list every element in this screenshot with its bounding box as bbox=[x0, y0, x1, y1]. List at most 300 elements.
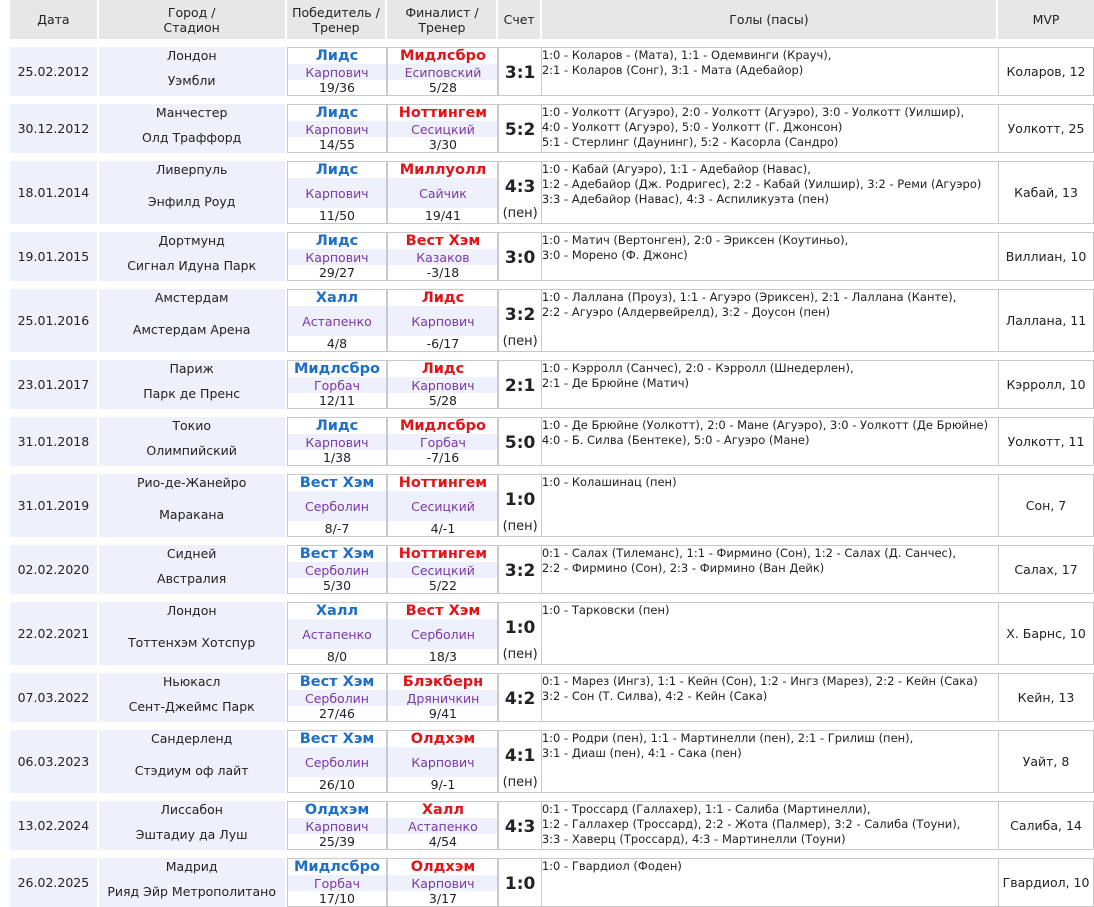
mvp-name: Лаллана, 11 bbox=[1005, 313, 1087, 328]
mvp-name: Кейн, 13 bbox=[1017, 690, 1075, 705]
goals-cell bbox=[542, 47, 998, 96]
finalist-stat: 5/22 bbox=[428, 578, 457, 593]
goal-line: 1:0 - Тарковски (пен) bbox=[541, 603, 670, 617]
mvp-name: Коларов, 12 bbox=[1006, 64, 1086, 79]
winner-cell bbox=[287, 104, 388, 121]
match-row bbox=[10, 730, 1094, 747]
finalist-stat: 18/3 bbox=[428, 649, 457, 664]
winner-coach: Карпович bbox=[305, 249, 369, 265]
finalist-cell bbox=[387, 360, 498, 377]
mvp-cell bbox=[998, 360, 1094, 409]
finalist-stat: 3/30 bbox=[428, 137, 457, 152]
goals-cell bbox=[542, 474, 998, 537]
goal-line: 3:3 - Хаверц (Троссард), 4:3 - Мартинелли (Тоуни) bbox=[541, 832, 846, 846]
city-name: Лондон bbox=[166, 48, 217, 63]
winner-cell bbox=[287, 602, 388, 619]
finalist-stat-cell bbox=[387, 649, 498, 665]
match-row bbox=[10, 545, 1094, 562]
winner-cell bbox=[287, 417, 388, 434]
match-date: 07.03.2022 bbox=[17, 690, 90, 705]
row-gap bbox=[10, 352, 1094, 360]
city-name: Лондон bbox=[166, 603, 217, 618]
score-value: 3:1 bbox=[504, 63, 536, 83]
row-gap bbox=[10, 153, 1094, 161]
winner-team: Мидлсбро bbox=[294, 859, 380, 875]
winner-coach: Карпович bbox=[305, 818, 369, 834]
mvp-name: Салиба, 14 bbox=[1010, 818, 1082, 833]
match-date-cell bbox=[10, 161, 99, 224]
winner-stat: 12/11 bbox=[318, 393, 355, 408]
finalist-team: Мидлсбро bbox=[399, 48, 486, 64]
finalist-stat-cell bbox=[387, 834, 498, 850]
winner-stat-cell bbox=[287, 80, 388, 96]
stadium-cell bbox=[99, 64, 287, 96]
match-date: 02.02.2020 bbox=[17, 562, 90, 577]
mvp-name: Виллиан, 10 bbox=[1005, 249, 1087, 264]
row-gap bbox=[10, 537, 1094, 545]
mvp-name: Кэрролл, 10 bbox=[1006, 377, 1086, 392]
stadium-name: Сигнал Идуна Парк bbox=[127, 257, 257, 273]
winner-stat-cell bbox=[287, 137, 388, 153]
match-row bbox=[10, 801, 1094, 818]
winner-coach-cell bbox=[287, 249, 388, 265]
winner-stat: 4/8 bbox=[326, 336, 348, 351]
city-cell bbox=[99, 161, 287, 178]
city-name: Мадрид bbox=[165, 859, 218, 874]
stadium-cell bbox=[99, 178, 287, 224]
winner-coach: Астапенко bbox=[302, 626, 372, 642]
stadium-name: Сент-Джеймс Парк bbox=[128, 698, 255, 714]
stadium-name: Олимпийский bbox=[146, 442, 237, 458]
goals-cell bbox=[542, 360, 998, 409]
goals-cell bbox=[542, 858, 998, 907]
finalist-team: Ноттингем bbox=[398, 546, 488, 562]
goals-cell bbox=[542, 673, 998, 722]
finalist-cell bbox=[387, 801, 498, 818]
table-header bbox=[10, 0, 1094, 39]
mvp-cell bbox=[998, 417, 1094, 466]
stadium-name: Олд Траффорд bbox=[142, 129, 242, 145]
score-value: 2:1 bbox=[504, 376, 536, 396]
finalist-stat-cell bbox=[387, 336, 498, 352]
finalist-coach-cell bbox=[387, 434, 498, 450]
match-date: 19.01.2015 bbox=[17, 249, 90, 264]
stadium-cell bbox=[99, 747, 287, 793]
finalist-cell bbox=[387, 545, 498, 562]
stadium-cell bbox=[99, 619, 287, 665]
winner-cell bbox=[287, 858, 388, 875]
winner-stat-cell bbox=[287, 521, 388, 537]
goals-cell bbox=[542, 602, 998, 665]
goals-cell bbox=[542, 104, 998, 153]
mvp-cell bbox=[998, 104, 1094, 153]
match-date-cell bbox=[10, 545, 99, 594]
stadium-name: Энфилд Роуд bbox=[147, 193, 236, 209]
city-cell bbox=[99, 545, 287, 562]
winner-coach-cell bbox=[287, 690, 388, 706]
finalist-cell bbox=[387, 474, 498, 491]
score-cell bbox=[498, 474, 541, 537]
city-cell bbox=[99, 47, 287, 64]
winner-stat-cell bbox=[287, 649, 388, 665]
score-value: 5:0 bbox=[504, 433, 536, 453]
finalist-team: Миллуолл bbox=[399, 162, 487, 178]
city-cell bbox=[99, 673, 287, 690]
winner-stat: 26/10 bbox=[318, 777, 355, 792]
mvp-cell bbox=[998, 232, 1094, 281]
goals-cell bbox=[542, 161, 998, 224]
winner-coach-cell bbox=[287, 562, 388, 578]
row-gap bbox=[10, 665, 1094, 673]
winner-stat: 1/38 bbox=[322, 450, 352, 465]
city-name: Лиссабон bbox=[160, 802, 223, 817]
score-value: 4:1 bbox=[504, 746, 536, 766]
row-gap bbox=[10, 39, 1094, 47]
winner-cell bbox=[287, 289, 388, 306]
winner-coach-cell bbox=[287, 491, 388, 521]
winner-coach: Серболин bbox=[304, 498, 369, 514]
finalist-coach-cell bbox=[387, 747, 498, 777]
winner-coach: Серболин bbox=[304, 690, 369, 706]
finalist-cell bbox=[387, 673, 498, 690]
mvp-cell bbox=[998, 289, 1094, 352]
score-cell bbox=[498, 104, 541, 153]
match-date-cell bbox=[10, 474, 99, 537]
winner-stat-cell bbox=[287, 706, 388, 722]
penalty-note: (пен) bbox=[502, 206, 538, 221]
score-value: 3:0 bbox=[504, 248, 536, 268]
finalist-team: Вест Хэм bbox=[405, 603, 481, 619]
city-name: Сидней bbox=[166, 546, 217, 561]
match-row bbox=[10, 232, 1094, 249]
match-date: 25.02.2012 bbox=[17, 64, 90, 79]
finalist-team: Мидлсбро bbox=[399, 418, 486, 434]
winner-coach: Карпович bbox=[305, 434, 369, 450]
finalist-team: Лидс bbox=[421, 361, 465, 377]
match-date: 22.02.2021 bbox=[17, 626, 90, 641]
winner-coach-cell bbox=[287, 434, 388, 450]
score-value: 4:3 bbox=[504, 817, 536, 837]
goals-cell bbox=[542, 417, 998, 466]
penalty-note: (пен) bbox=[502, 775, 538, 790]
row-gap bbox=[10, 96, 1094, 104]
winner-coach-cell bbox=[287, 875, 388, 891]
stadium-name: Эштадиу да Луш bbox=[135, 826, 248, 842]
city-cell bbox=[99, 858, 287, 875]
winner-coach-cell bbox=[287, 121, 388, 137]
finalist-team: Блэкберн bbox=[402, 674, 484, 690]
stadium-name: Рияд Эйр Метрополитано bbox=[107, 883, 276, 899]
goal-line: 0:1 - Троссард (Галлахер), 1:1 - Салиба (Мартинелли), bbox=[541, 802, 871, 816]
mvp-name: Х. Барнс, 10 bbox=[1006, 626, 1086, 641]
finalist-coach-cell bbox=[387, 562, 498, 578]
row-gap bbox=[10, 793, 1094, 801]
winner-team: Вест Хэм bbox=[299, 731, 375, 747]
winner-cell bbox=[287, 673, 388, 690]
finalist-coach: Сайчик bbox=[419, 185, 467, 201]
city-name: Ливерпуль bbox=[155, 162, 228, 177]
finalist-stat: 9/-1 bbox=[430, 777, 456, 792]
winner-coach: Карпович bbox=[305, 121, 369, 137]
goal-line: 3:2 - Сон (Т. Силва), 4:2 - Кейн (Сака) bbox=[541, 689, 768, 703]
winner-coach: Серболин bbox=[304, 562, 369, 578]
row-gap bbox=[10, 850, 1094, 858]
winner-stat: 25/39 bbox=[318, 834, 355, 849]
finalist-stat-cell bbox=[387, 706, 498, 722]
finalist-stat: 5/28 bbox=[428, 393, 457, 408]
finalist-stat: 19/41 bbox=[424, 208, 461, 223]
city-name: Рио-де-Жанейро bbox=[136, 475, 247, 490]
mvp-name: Уолкотт, 25 bbox=[1007, 121, 1085, 136]
finalist-coach-cell bbox=[387, 377, 498, 393]
winner-team: Олдхэм bbox=[304, 802, 370, 818]
match-date: 30.12.2012 bbox=[17, 121, 90, 136]
score-cell bbox=[498, 858, 541, 907]
winner-cell bbox=[287, 474, 388, 491]
winner-cell bbox=[287, 730, 388, 747]
city-cell bbox=[99, 232, 287, 249]
goal-line: 1:0 - Колашинац (пен) bbox=[541, 475, 677, 489]
stadium-name: Маракана bbox=[159, 506, 225, 522]
winner-cell bbox=[287, 47, 388, 64]
finalist-coach: Сесицкий bbox=[411, 498, 475, 514]
winner-stat-cell bbox=[287, 265, 388, 281]
finalist-cell bbox=[387, 730, 498, 747]
header-score: Счет bbox=[498, 0, 541, 39]
finalist-stat-cell bbox=[387, 777, 498, 793]
score-cell bbox=[498, 289, 541, 352]
stadium-cell bbox=[99, 306, 287, 352]
stadium-cell bbox=[99, 434, 287, 466]
winner-coach: Горбач bbox=[314, 377, 360, 393]
finalist-team: Вест Хэм bbox=[405, 233, 481, 249]
score-cell bbox=[498, 801, 541, 850]
winner-coach-cell bbox=[287, 64, 388, 80]
row-gap bbox=[10, 281, 1094, 289]
match-row bbox=[10, 858, 1094, 875]
goal-line: 1:0 - Родри (пен), 1:1 - Мартинелли (пен), 2:1 - Грилиш (пен), bbox=[541, 731, 914, 745]
finalist-stat-cell bbox=[387, 208, 498, 224]
match-date-cell bbox=[10, 602, 99, 665]
finalist-cell bbox=[387, 417, 498, 434]
goal-line: 1:0 - Коларов - (Мата), 1:1 - Одемвинги (Крауч), bbox=[541, 48, 832, 62]
score-value: 3:2 bbox=[504, 561, 536, 581]
finalist-cell bbox=[387, 161, 498, 178]
winner-coach: Серболин bbox=[304, 754, 369, 770]
score-cell bbox=[498, 673, 541, 722]
winner-cell bbox=[287, 360, 388, 377]
finalist-cell bbox=[387, 602, 498, 619]
winner-coach-cell bbox=[287, 619, 388, 649]
mvp-cell bbox=[998, 730, 1094, 793]
winner-coach-cell bbox=[287, 178, 388, 208]
match-date-cell bbox=[10, 673, 99, 722]
match-date: 25.01.2016 bbox=[17, 313, 90, 328]
city-cell bbox=[99, 360, 287, 377]
finalist-team: Ноттингем bbox=[398, 475, 488, 491]
winner-stat-cell bbox=[287, 208, 388, 224]
gap-cell bbox=[10, 594, 1094, 602]
match-date-cell bbox=[10, 730, 99, 793]
finalist-coach: Сесицкий bbox=[411, 562, 475, 578]
mvp-name: Гвардиол, 10 bbox=[1002, 875, 1090, 890]
finalist-coach: Горбач bbox=[419, 434, 466, 450]
goal-line: 1:2 - Галлахер (Троссард), 2:2 - Жота (Палмер), 3:2 - Салиба (Тоуни), bbox=[541, 817, 961, 831]
stadium-cell bbox=[99, 491, 287, 537]
penalty-note: (пен) bbox=[502, 647, 538, 662]
mvp-cell bbox=[998, 47, 1094, 96]
match-date-cell bbox=[10, 417, 99, 466]
goal-line: 4:0 - Уолкотт (Агуэро), 5:0 - Уолкотт (Г. Джонсон) bbox=[541, 120, 843, 134]
goal-line: 2:2 - Фирмино (Сон), 2:3 - Фирмино (Ван Дейк) bbox=[541, 561, 825, 575]
winner-coach: Карпович bbox=[305, 64, 369, 80]
row-gap bbox=[10, 224, 1094, 232]
finalist-coach: Астапенко bbox=[408, 818, 478, 834]
finalist-cell bbox=[387, 47, 498, 64]
gap-cell bbox=[10, 409, 1094, 417]
goal-line: 3:0 - Морено (Ф. Джонс) bbox=[541, 248, 688, 262]
winner-cell bbox=[287, 801, 388, 818]
match-date-cell bbox=[10, 360, 99, 409]
finalist-coach-cell bbox=[387, 491, 498, 521]
winner-coach-cell bbox=[287, 747, 388, 777]
winner-team: Вест Хэм bbox=[299, 475, 375, 491]
mvp-cell bbox=[998, 161, 1094, 224]
finalist-coach: Казаков bbox=[416, 249, 470, 265]
winner-coach-cell bbox=[287, 377, 388, 393]
city-name: Манчестер bbox=[155, 105, 228, 120]
stadium-name: Австралия bbox=[157, 570, 227, 586]
finalist-stat-cell bbox=[387, 578, 498, 594]
finalist-team: Ноттингем bbox=[398, 105, 488, 121]
finalist-cell bbox=[387, 289, 498, 306]
match-row bbox=[10, 161, 1094, 178]
gap-cell bbox=[10, 793, 1094, 801]
goal-line: 1:0 - Лаллана (Проуз), 1:1 - Агуэро (Эриксен), 2:1 - Лаллана (Канте), bbox=[541, 290, 957, 304]
finalist-stat-cell bbox=[387, 265, 498, 281]
winner-coach-cell bbox=[287, 818, 388, 834]
finalist-coach-cell bbox=[387, 690, 498, 706]
match-row bbox=[10, 47, 1094, 64]
city-name: Дортмунд bbox=[158, 233, 225, 248]
finalist-cell bbox=[387, 858, 498, 875]
penalty-note: (пен) bbox=[502, 334, 538, 349]
finalist-stat-cell bbox=[387, 450, 498, 466]
header-city-stadium: Город / Стадион bbox=[99, 0, 287, 39]
gap-cell bbox=[10, 224, 1094, 232]
header-mvp: MVP bbox=[998, 0, 1094, 39]
score-cell bbox=[498, 360, 541, 409]
finalist-coach-cell bbox=[387, 875, 498, 891]
goals-cell bbox=[542, 232, 998, 281]
goal-line: 1:0 - Гвардиол (Фоден) bbox=[541, 859, 682, 873]
city-cell bbox=[99, 417, 287, 434]
match-row bbox=[10, 673, 1094, 690]
finalist-coach: Серболин bbox=[410, 626, 475, 642]
city-cell bbox=[99, 104, 287, 121]
match-row bbox=[10, 360, 1094, 377]
match-date: 23.01.2017 bbox=[17, 377, 90, 392]
score-value: 1:0 bbox=[504, 618, 536, 638]
match-row bbox=[10, 289, 1094, 306]
winner-team: Вест Хэм bbox=[299, 674, 375, 690]
finalist-team: Олдхэм bbox=[410, 859, 476, 875]
gap-cell bbox=[10, 39, 1094, 47]
match-date-cell bbox=[10, 104, 99, 153]
winner-stat-cell bbox=[287, 777, 388, 793]
gap-cell bbox=[10, 153, 1094, 161]
row-gap bbox=[10, 466, 1094, 474]
match-date-cell bbox=[10, 801, 99, 850]
finalist-stat: -7/16 bbox=[426, 450, 460, 465]
finalist-coach: Карпович bbox=[411, 875, 475, 891]
row-gap bbox=[10, 594, 1094, 602]
stadium-cell bbox=[99, 562, 287, 594]
winner-stat: 11/50 bbox=[318, 208, 355, 223]
penalty-note: (пен) bbox=[502, 519, 538, 534]
winner-stat: 17/10 bbox=[318, 891, 355, 906]
finalist-coach-cell bbox=[387, 818, 498, 834]
goal-line: 1:0 - Матич (Вертонген), 2:0 - Эриксен (Коутиньо), bbox=[541, 233, 849, 247]
gap-cell bbox=[10, 96, 1094, 104]
winner-coach: Горбач bbox=[314, 875, 360, 891]
match-date: 13.02.2024 bbox=[17, 818, 90, 833]
winner-stat-cell bbox=[287, 834, 388, 850]
winner-team: Халл bbox=[315, 603, 359, 619]
finalist-coach-cell bbox=[387, 249, 498, 265]
gap-cell bbox=[10, 722, 1094, 730]
winner-team: Лидс bbox=[315, 105, 359, 121]
mvp-cell bbox=[998, 858, 1094, 907]
score-value: 4:3 bbox=[504, 177, 536, 197]
mvp-cell bbox=[998, 602, 1094, 665]
goal-line: 2:1 - Де Брюйне (Матич) bbox=[541, 376, 690, 390]
mvp-cell bbox=[998, 801, 1094, 850]
city-name: Париж bbox=[169, 361, 214, 376]
finalist-stat-cell bbox=[387, 80, 498, 96]
header-winner-coach: Победитель / Тренер bbox=[287, 0, 388, 39]
stadium-name: Амстердам Арена bbox=[132, 321, 251, 337]
stadium-cell bbox=[99, 249, 287, 281]
match-date: 31.01.2019 bbox=[17, 498, 90, 513]
goal-line: 4:0 - Б. Силва (Бентеке), 5:0 - Агуэро (Мане) bbox=[541, 433, 810, 447]
finalist-coach: Карпович bbox=[411, 754, 475, 770]
stadium-cell bbox=[99, 875, 287, 907]
match-date: 18.01.2014 bbox=[17, 185, 90, 200]
finalist-team: Халл bbox=[421, 802, 465, 818]
score-cell bbox=[498, 417, 541, 466]
row-gap bbox=[10, 722, 1094, 730]
finalist-coach: Карпович bbox=[411, 377, 475, 393]
score-cell bbox=[498, 161, 541, 224]
winner-team: Мидлсбро bbox=[294, 361, 380, 377]
winner-team: Лидс bbox=[315, 162, 359, 178]
winner-stat: 5/30 bbox=[322, 578, 352, 593]
goal-line: 1:0 - Кэрролл (Санчес), 2:0 - Кэрролл (Шнедерлен), bbox=[541, 361, 854, 375]
winner-team: Лидс bbox=[315, 233, 359, 249]
goals-cell bbox=[542, 801, 998, 850]
score-value: 1:0 bbox=[504, 874, 536, 894]
winner-stat-cell bbox=[287, 393, 388, 409]
stadium-cell bbox=[99, 690, 287, 722]
finalist-stat-cell bbox=[387, 137, 498, 153]
city-cell bbox=[99, 289, 287, 306]
goal-line: 1:0 - Уолкотт (Агуэро), 2:0 - Уолкотт (Агуэро), 3:0 - Уолкотт (Уилшир), bbox=[541, 105, 965, 119]
match-date: 26.02.2025 bbox=[17, 875, 90, 890]
score-cell bbox=[498, 730, 541, 793]
stadium-cell bbox=[99, 818, 287, 850]
finalist-coach-cell bbox=[387, 178, 498, 208]
